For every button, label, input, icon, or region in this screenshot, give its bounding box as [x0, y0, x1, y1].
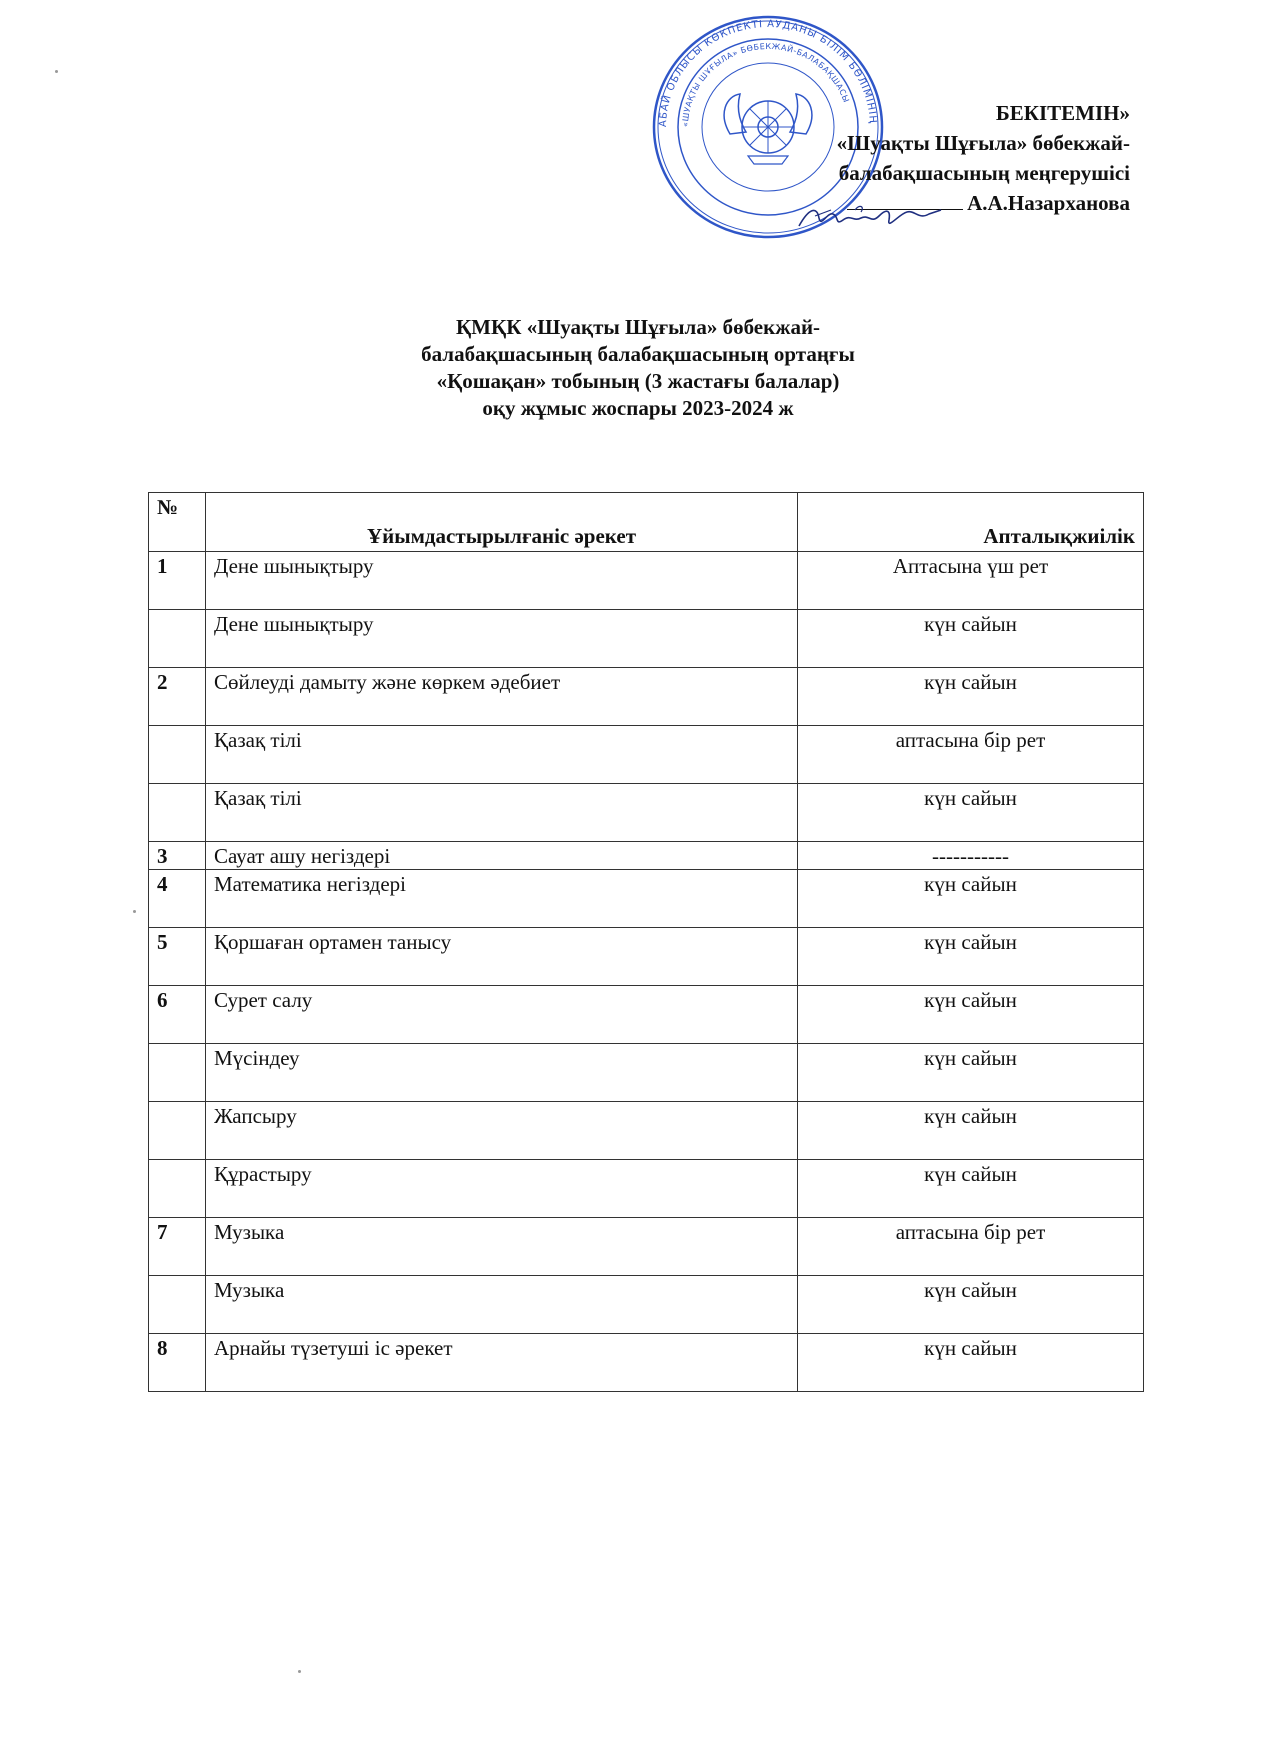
row-frequency-cell: күн сайын: [798, 928, 1144, 986]
row-frequency-cell: күн сайын: [798, 986, 1144, 1044]
title-line-4: оқу жұмыс жоспары 2023-2024 ж: [482, 396, 794, 420]
table-row: [149, 610, 1144, 668]
table-row: [149, 784, 1144, 842]
header-frequency: Апталықжиілік: [798, 493, 1144, 552]
row-activity-cell: Сурет салу: [206, 986, 798, 1044]
row-activity-cell: Дене шынықтыру: [206, 552, 798, 610]
table-row: [149, 668, 1144, 726]
row-activity-cell: Қазақ тілі: [206, 726, 798, 784]
row-frequency-cell: күн сайын: [798, 784, 1144, 842]
row-activity-cell: Мүсіндеу: [206, 1044, 798, 1102]
row-number-cell: [149, 726, 206, 784]
header-activity: Ұйымдастырылғаніс әрекет: [206, 493, 798, 552]
row-frequency-cell: аптасына бір рет: [798, 1218, 1144, 1276]
table-row: [149, 1334, 1144, 1392]
table-row: [149, 986, 1144, 1044]
title-line-2: балабақшасының балабақшасының ортаңғы: [421, 342, 855, 366]
row-number-cell: [149, 1044, 206, 1102]
scan-speck: [133, 910, 136, 913]
row-frequency-cell: күн сайын: [798, 1334, 1144, 1392]
row-number-cell: [149, 1102, 206, 1160]
row-number-cell: [149, 1160, 206, 1218]
scan-speck: [298, 1670, 301, 1673]
row-activity-cell: Арнайы түзетуші іс әрекет: [206, 1334, 798, 1392]
svg-text:АБАЙ ОБЛЫСЫ КӨКПЕКТІ АУДАНЫ БІ: АБАЙ ОБЛЫСЫ КӨКПЕКТІ АУДАНЫ БІЛІМ БӨЛІМІНІҢ: [657, 18, 879, 128]
table-row: [149, 870, 1144, 928]
table-row: [149, 726, 1144, 784]
row-frequency-cell: күн сайын: [798, 1276, 1144, 1334]
row-frequency-cell: күн сайын: [798, 870, 1144, 928]
table-row: [149, 552, 1144, 610]
title-line-1: ҚМҚК «Шуақты Шұғыла» бөбекжай-: [455, 315, 821, 339]
row-activity-cell: Музыка: [206, 1276, 798, 1334]
row-activity-cell: Жапсыру: [206, 1102, 798, 1160]
row-activity-cell: Сөйлеуді дамыту және көркем әдебиет: [206, 668, 798, 726]
row-activity-cell: Дене шынықтыру: [206, 610, 798, 668]
row-activity-cell: Музыка: [206, 1218, 798, 1276]
row-number-cell: 7: [149, 1218, 206, 1276]
title-line-3: «Қошақан» тобының (3 жастағы балалар): [436, 369, 840, 393]
table-row: [149, 842, 1144, 870]
row-frequency-cell: аптасына бір рет: [798, 726, 1144, 784]
scan-speck: [55, 70, 58, 73]
table-row: [149, 1276, 1144, 1334]
approval-heading: БЕКІТЕМІН»: [995, 101, 1130, 125]
row-number-cell: [149, 784, 206, 842]
row-number-cell: 1: [149, 552, 206, 610]
table-header-row: [149, 493, 1144, 552]
svg-text:«ШУАҚТЫ ШҰҒЫЛА» БӨБЕКЖАЙ-БАЛАБ: «ШУАҚТЫ ШҰҒЫЛА» БӨБЕКЖАЙ-БАЛАБАҚШАСЫ: [680, 41, 851, 128]
approval-signer-name: А.А.Назарханова: [967, 191, 1130, 215]
table-row: [149, 1218, 1144, 1276]
header-number: №: [149, 493, 206, 552]
row-activity-cell: Сауат ашу негіздері: [206, 842, 798, 870]
row-frequency-cell: күн сайын: [798, 1044, 1144, 1102]
row-number-cell: [149, 610, 206, 668]
row-activity-cell: Математика негіздері: [206, 870, 798, 928]
row-number-cell: 2: [149, 668, 206, 726]
approval-org-name: «Шуақты Шұғыла» бөбекжай-: [836, 131, 1130, 155]
row-frequency-cell: күн сайын: [798, 668, 1144, 726]
row-number-cell: 8: [149, 1334, 206, 1392]
row-frequency-cell: күн сайын: [798, 1160, 1144, 1218]
row-number-cell: 4: [149, 870, 206, 928]
row-number-cell: [149, 1276, 206, 1334]
row-frequency-cell: -----------: [798, 842, 1144, 870]
row-activity-cell: Қазақ тілі: [206, 784, 798, 842]
table-row: [149, 1044, 1144, 1102]
row-activity-cell: Құрастыру: [206, 1160, 798, 1218]
row-frequency-cell: күн сайын: [798, 1102, 1144, 1160]
row-number-cell: 6: [149, 986, 206, 1044]
curriculum-table: [148, 492, 1144, 1392]
table-row: [149, 1160, 1144, 1218]
handwritten-signature: [795, 198, 945, 238]
row-number-cell: 3: [149, 842, 206, 870]
row-frequency-cell: күн сайын: [798, 610, 1144, 668]
row-frequency-cell: Аптасына үш рет: [798, 552, 1144, 610]
row-number-cell: 5: [149, 928, 206, 986]
table-row: [149, 1102, 1144, 1160]
table-row: [149, 928, 1144, 986]
table-body: [149, 552, 1144, 1392]
row-activity-cell: Қоршаған ортамен танысу: [206, 928, 798, 986]
document-title: [0, 314, 1276, 422]
approval-position: балабақшасының меңгерушісі: [838, 161, 1130, 185]
